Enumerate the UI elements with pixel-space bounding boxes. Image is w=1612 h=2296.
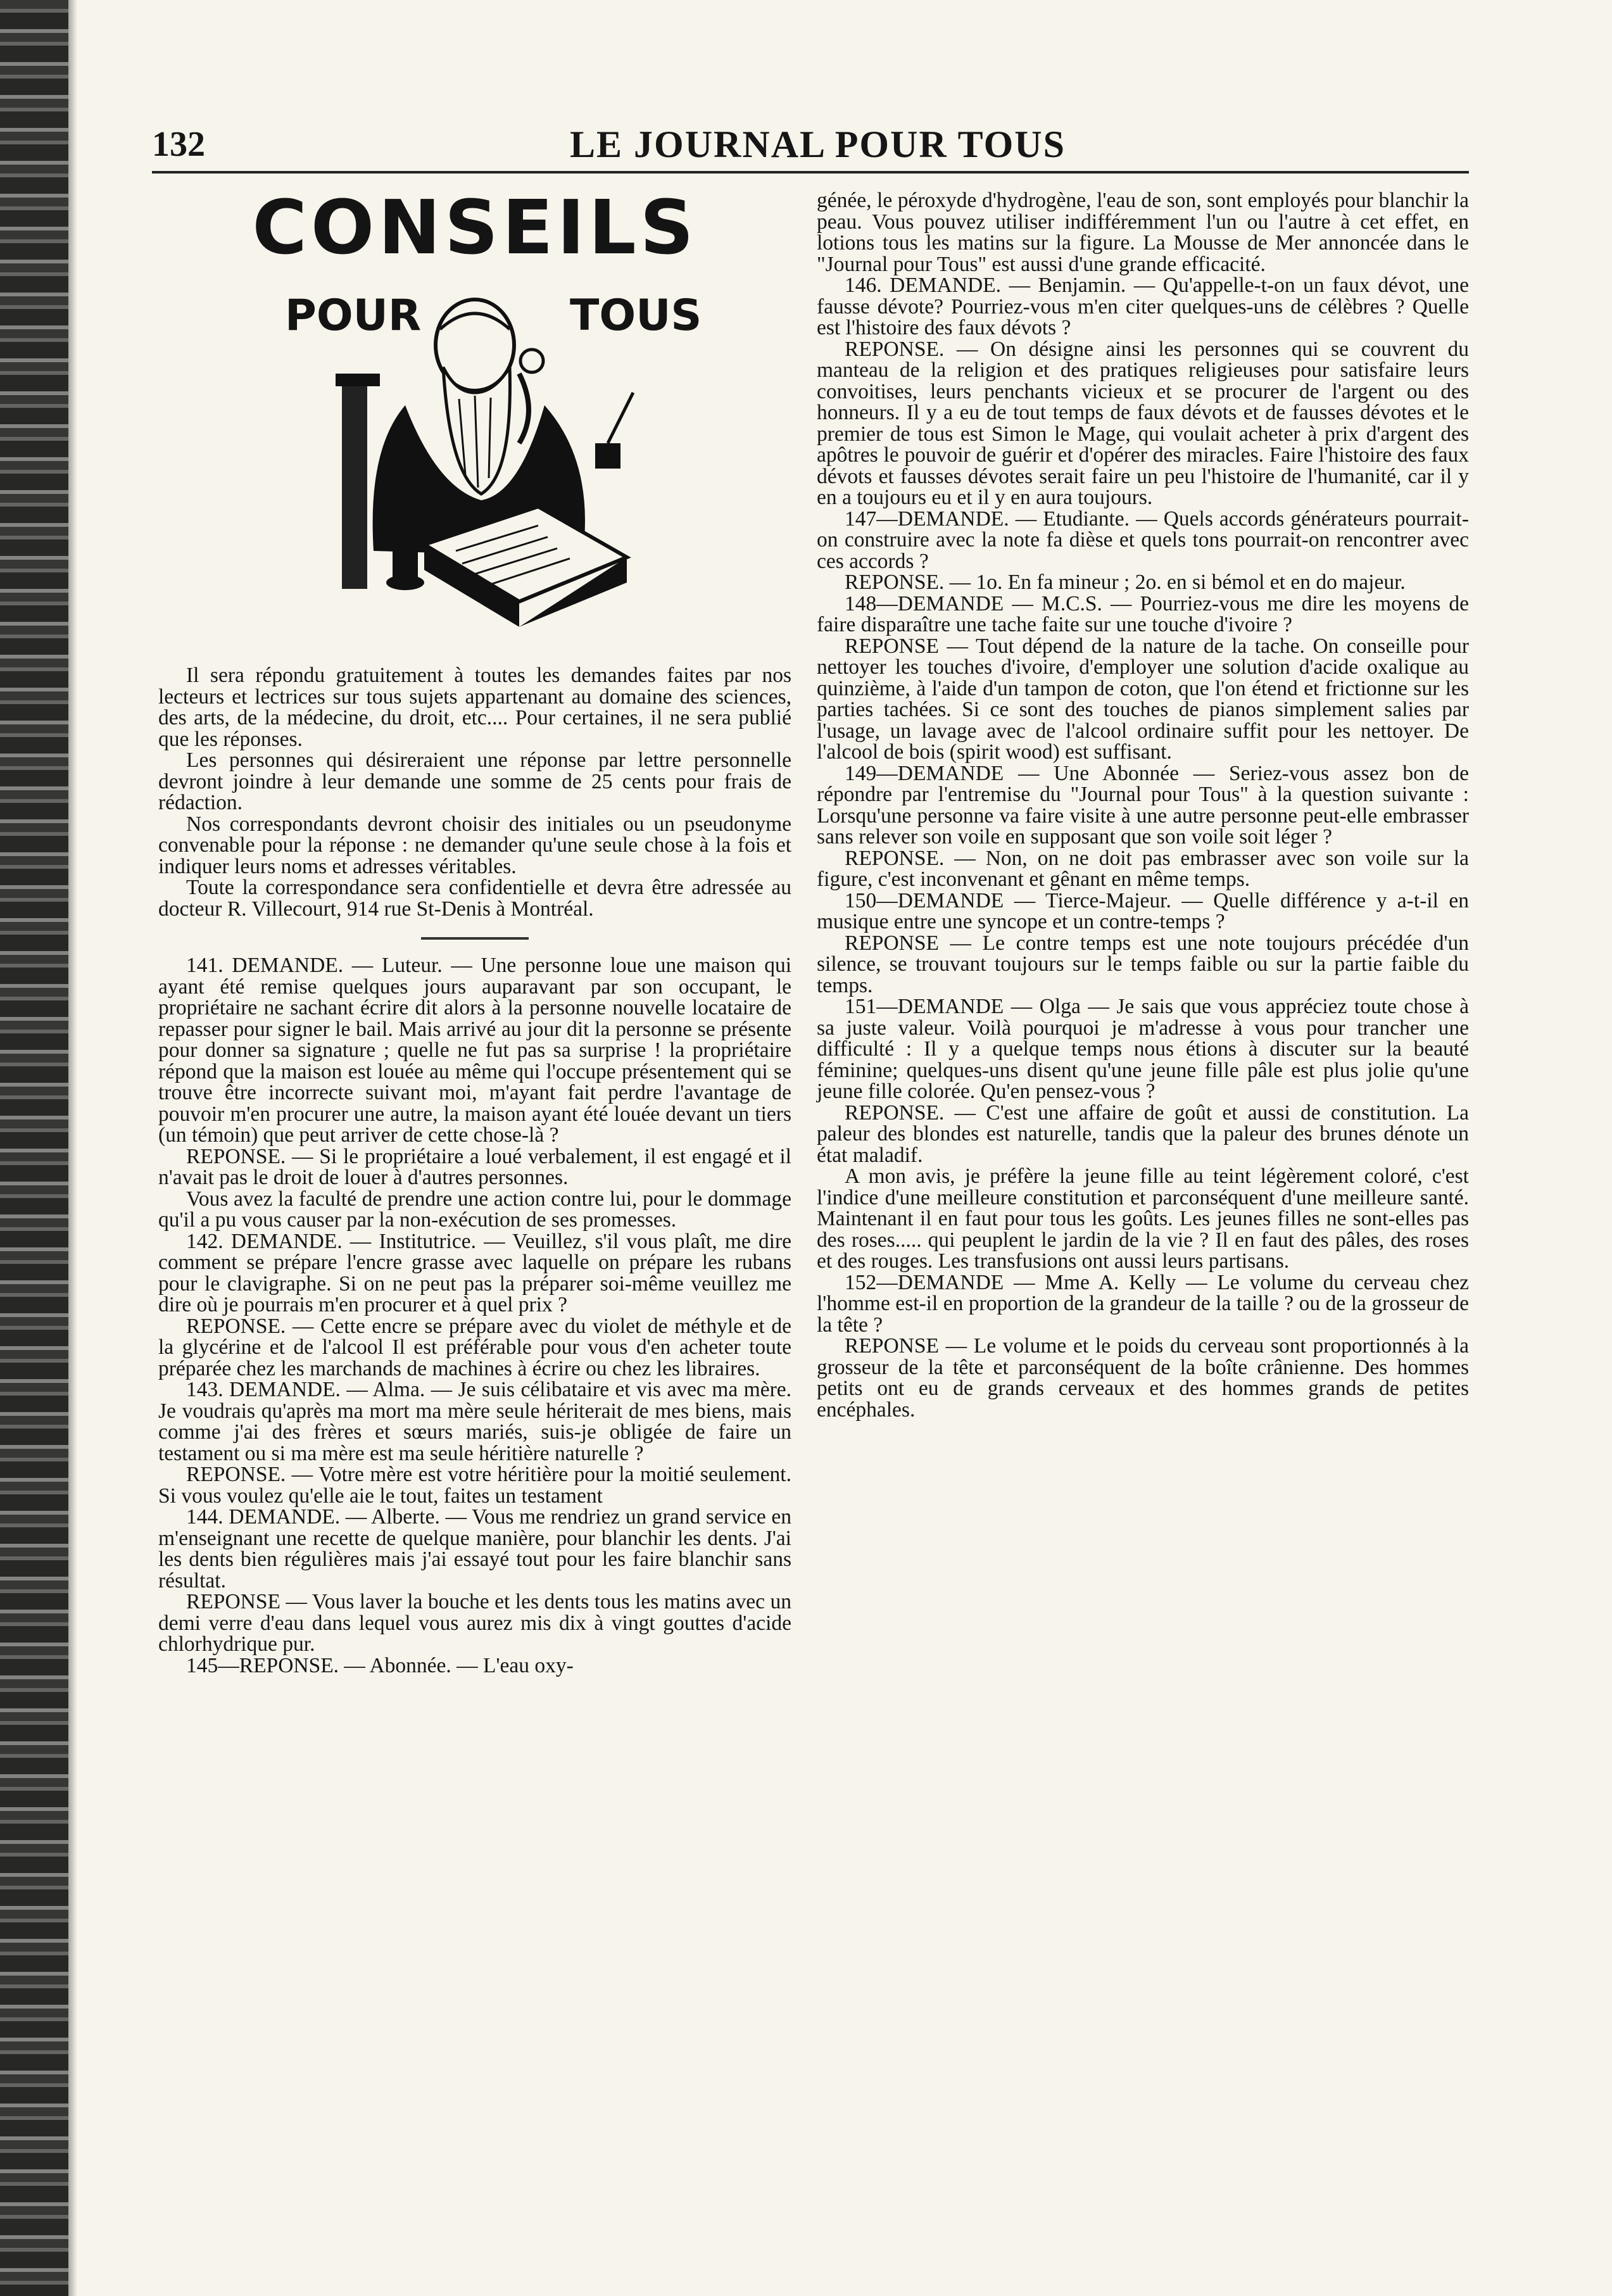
question-paragraph: 148—DEMANDE — M.C.S. — Pourriez-vous me dire les moyens de faire disparaître une tache faite sur une touche d'ivoire ? — [817, 591, 1469, 636]
journal-title: LE JOURNAL POUR TOUS — [570, 123, 1066, 165]
intro-paragraph: Toute la correspondance sera confidentielle et devra être adressée au docteur R. Villecourt, 914 rue St-Denis à Montréal. — [158, 876, 791, 921]
question-paragraph: 149—DEMANDE — Une Abonnée — Seriez-vous assez bon de répondre par l'entremise du "Journal pour Tous" à la question suivante : Lorsqu'une personne va faire visite à une autre personne peut-elle embrasser sans relever son voile en supposant que son voile soit léger ? — [817, 761, 1469, 848]
answer-paragraph: génée, le péroxyde d'hydrogène, l'eau de son, sont employés pour blanchir la peau. Vous pouvez utiliser indifféremment l'un ou l'autre à cet effet, en lotions tous les matins sur la figure. La Mousse de Mer annoncée dans le "Journal pour Tous" est aussi d'une grande efficacité. — [817, 189, 1469, 276]
doctor-illustration — [329, 285, 646, 652]
question-paragraph: 143. DEMANDE. — Alma. — Je suis célibataire et vis avec ma mère. Je voudrais qu'après ma mort ma mère seule hériterait de mes biens, mais comme j'ai des frères et sœurs mariés, suis-je obligée de faire un testament ou si ma mère est ma seule héritière naturelle ? — [158, 1378, 791, 1465]
answer-paragraph: REPONSE. — 1o. En fa mineur ; 2o. en si bémol et en do majeur. — [845, 571, 1406, 594]
answer-paragraph: REPONSE. — C'est une affaire de goût et aussi de constitution. La paleur des blondes est naturelle, tandis que la paleur des brunes dénote un état maladif. — [817, 1101, 1469, 1167]
question-paragraph: 147—DEMANDE. — Etudiante. — Quels accords générateurs pourrait-on construire avec la note fa dièse et quels tons pourrait-on rencontrer avec ces accords ? — [817, 507, 1469, 573]
page-number: 132 — [152, 125, 205, 164]
binding-edge — [0, 0, 68, 2296]
section-divider — [421, 937, 529, 940]
right-column — [817, 190, 1469, 1420]
question-paragraph: 152—DEMANDE — Mme A. Kelly — Le volume du cerveau chez l'homme est-il en proportion de la grandeur de la taille ? ou de la grosseur de la tête ? — [817, 1270, 1469, 1337]
answer-paragraph: REPONSE. — Non, on ne doit pas embrasser avec son voile sur la figure, c'est inconvenant et gênant en même temps. — [817, 846, 1469, 891]
masthead-tous: TOUS — [570, 291, 702, 341]
answer-paragraph: REPONSE. — Si le propriétaire a loué verbalement, il est engagé et il n'avait pas le droit de louer à d'autres personnes. — [158, 1144, 791, 1189]
answer-paragraph: REPONSE — Le contre temps est une note toujours précédée d'un silence, se trouvant toujours sur le temps faible ou sur la partie faible du temps. — [817, 931, 1469, 997]
question-paragraph: 146. DEMANDE. — Benjamin. — Qu'appelle-t-on un faux dévot, une fausse dévote? Pourriez-vous m'en citer quelques-uns de célèbres ? Quelle est l'histoire des faux dévots ? — [817, 274, 1469, 339]
answer-paragraph: 145—REPONSE. — Abonnée. — L'eau oxy- — [186, 1653, 574, 1677]
question-paragraph: 142. DEMANDE. — Institutrice. — Veuillez, s'il vous plaît, me dire comment se prépare l'encre grasse avec laquelle on prépare les rubans pour le clavigraphe. Si on ne peut pas la préparer soi-même veuillez me dire où je pourrais m'en procurer et à quel prix ? — [158, 1229, 791, 1316]
question-paragraph: 151—DEMANDE — Olga — Je sais que vous appréciez toute chose à sa juste valeur. Voilà pourquoi je m'adresse à vous pour trancher une difficulté : Il y a quelque temps nous étions à discuter sur la beauté féminine; quelques-uns disent qu'une jeune fille pâle est plus jolie qu'une jeune fille colorée. Qu'en pensez-vous ? — [817, 995, 1469, 1103]
answer-paragraph: REPONSE — Vous laver la bouche et les dents tous les matins avec un demi verre d'eau dans lequel vous aurez mis dix à vingt gouttes d'acide chlorhydrique pur. — [158, 1590, 791, 1656]
answer-paragraph: REPONSE — Le volume et le poids du cerveau sont proportionnés à la grosseur de la tête et parconséquent de la boîte crânienne. Des hommes petits ont eu de grands cerveaux et des hommes grands de petites encéphales. — [817, 1334, 1469, 1422]
left-column — [158, 184, 791, 1677]
intro-paragraph: Nos correspondants devront choisir des initiales ou un pseudonyme convenable pour la réponse : ne demander qu'une seule chose à la fois et indiquer leurs noms et adresses véritables. — [158, 812, 791, 878]
question-paragraph: 144. DEMANDE. — Alberte. — Vous me rendriez un grand service en m'enseignant une recette de quelque manière, pour blanchir les dents. J'ai les dents bien régulières mais j'ai essayé tout pour les faire blanchir sans résultat. — [158, 1505, 791, 1593]
answer-paragraph: REPONSE. — Votre mère est votre héritière pour la moitié seulement. Si vous voulez qu'elle aie le tout, faites un testament — [158, 1463, 791, 1508]
page-header — [152, 120, 1469, 173]
question-paragraph: 141. DEMANDE. — Luteur. — Une personne loue une maison qui ayant été remise quelques jours auparavant par son occupant, le propriétaire ne sachant écrire dit alors à la personne nouvelle locataire de repasser pour signer le bail. Mais arrivé au jour dit la personne se présente pour donner sa signature ; quelle ne fut pas sa surprise ! la propriétaire répond que la maison est louée au même qui l'occupe présentement qui se trouve être incorrecte suivant moi, m'ayant fait perdre l'avantage de pouvoir m'en procurer une autre, la maison ayant été louée devant un tiers (un témoin) que peut arriver de cette chose-là ? — [158, 954, 791, 1147]
question-paragraph: 150—DEMANDE — Tierce-Majeur. — Quelle différence y a-t-il en musique entre une syncope et un contre-temps ? — [817, 888, 1469, 933]
intro-paragraph: Les personnes qui désireraient une réponse par lettre personnelle devront joindre à leur demande une somme de 25 cents pour frais de rédaction. — [158, 748, 791, 814]
answer-paragraph: REPONSE — Tout dépend de la nature de la tache. On conseille pour nettoyer les touches d'ivoire, d'employer une solution d'acide oxalique au quinzième, à l'aide d'un tampon de coton, que l'on étend et frictionne sur les parties tachées. Si ce sont des touches de pianos simplement salies par l'usage, un lavage avec de l'alcool ordinaire suffit pour les nettoyer. De l'alcool de bois (spirit wood) est suffisant. — [817, 634, 1469, 764]
answer-paragraph: Vous avez la faculté de prendre une action contre lui, pour le dommage qu'il a pu vous causer par la non-exécution de ses promesses. — [158, 1187, 791, 1232]
intro-paragraph: Il sera répondu gratuitement à toutes les demandes faites par nos lecteurs et lectrices sur tous sujets appartenant au domaine des sciences, des arts, de la médecine, du droit, etc.... Pour certaines, il ne sera publié que les réponses. — [158, 664, 791, 751]
answer-paragraph: A mon avis, je préfère la jeune fille au teint légèrement coloré, c'est l'indice d'une meilleure constitution et parconséquent d'une meilleure santé. Maintenant il en faut pour tous les goûts. Les jeunes filles ne sont-elles pas des roses..... qui peuplent le jardin de la vie ? Il en faut des pâles, des roses et des rouges. Les transfusions ont aussi leurs partisans. — [817, 1164, 1469, 1273]
masthead-title: CONSEILS — [252, 184, 698, 271]
answer-paragraph: REPONSE. — On désigne ainsi les personnes qui se couvrent du manteau de la religion et des pratiques religieuses pour satisfaire leurs convoitises, leurs penchants vicieux et se procurer de l'argent ou des honneurs. Il y a eu de tout temps de faux dévots et de fausses dévotes et le premier de tous est Simon le Mage, qui voulait acheter à prix d'argent des apôtres le pouvoir de guérir et d'opérer des miracles. Faire l'histoire des faux dévots et fausses dévotes serait faire un peu l'histoire de l'humanité, car il y en a toujours eu et il y en aura toujours. — [817, 337, 1469, 509]
masthead-pour: POUR — [285, 291, 422, 341]
conseils-masthead — [158, 184, 791, 652]
answer-paragraph: REPONSE. — Cette encre se prépare avec du violet de méthyle et de la glycérine et de l'alcool Il est préférable pour vous d'en acheter toute préparée chez les marchands de machines à écrire ou chez les libraires. — [158, 1314, 791, 1380]
